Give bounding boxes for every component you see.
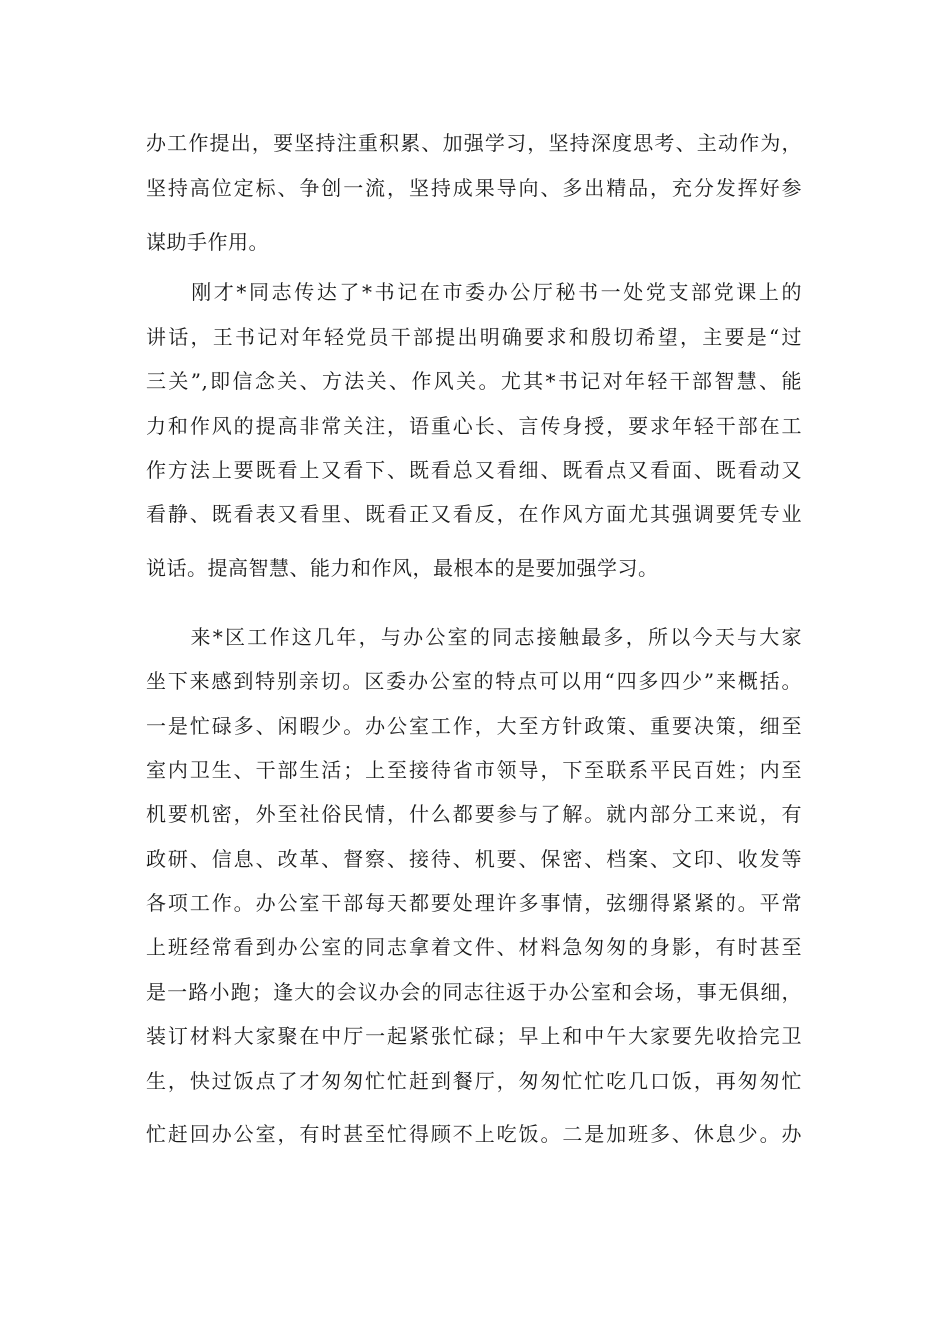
paragraph-2-line-6: 看静、既看表又看里、既看正又看反，在作风方面尤其强调要凭专业 [146,502,802,526]
paragraph-3-line-5: 机要机密，外至社俗民情，什么都要参与了解。就内部分工来说，有 [146,802,802,826]
paragraph-1-line-2: 坚持高位定标、争创一流，坚持成果导向、多出精品，充分发挥好参 [146,176,802,200]
paragraph-3-line-10: 装订材料大家聚在中厅一起紧张忙碌；早上和中午大家要先收拾完卫 [146,1024,802,1048]
paragraph-3-line-4: 室内卫生、干部生活；上至接待省市领导，下至联系平民百姓；内至 [146,758,802,782]
paragraph-3-line-9: 是一路小跑；逢大的会议办会的同志往返于办公室和会场，事无俱细， [146,980,802,1004]
paragraph-3-line-2: 坐下来感到特别亲切。区委办公室的特点可以用“四多四少”来概括。 [146,669,802,693]
paragraph-2-line-7: 说话。提高智慧、能力和作风，最根本的是要加强学习。 [146,556,659,580]
paragraph-3-line-8: 上班经常看到办公室的同志拿着文件、材料急匆匆的身影，有时甚至 [146,935,802,959]
paragraph-3-line-7: 各项工作。办公室干部每天都要处理许多事情，弦绷得紧紧的。平常 [146,891,802,915]
paragraph-3-line-6: 政研、信息、改革、督察、接待、机要、保密、档案、文印、收发等 [146,847,802,871]
paragraph-3-line-3: 一是忙碌多、闲暇少。办公室工作，大至方针政策、重要决策，细至 [146,714,802,738]
paragraph-3-line-11: 生，快过饭点了才匆匆忙忙赶到餐厅，匆匆忙忙吃几口饭，再匆匆忙 [146,1069,802,1093]
paragraph-3-line-12: 忙赶回办公室，有时甚至忙得顾不上吃饭。二是加班多、休息少。办 [146,1122,802,1146]
paragraph-1-line-3: 谋助手作用。 [146,230,269,254]
paragraph-1-line-1: 办工作提出，要坚持注重积累、加强学习，坚持深度思考、主动作为， [146,131,802,155]
paragraph-2-line-5: 作方法上要既看上又看下、既看总又看细、既看点又看面、既看动又 [146,458,802,482]
paragraph-2-line-3: 三关”,即信念关、方法关、作风关。尤其*书记对年轻干部智慧、能 [146,369,802,393]
paragraph-2-line-2: 讲话，王书记对年轻党员干部提出明确要求和殷切希望，主要是“过 [146,325,802,349]
paragraph-3-line-1: 来*区工作这几年，与办公室的同志接触最多，所以今天与大家 [146,625,802,649]
paragraph-2-line-4: 力和作风的提高非常关注，语重心长、言传身授，要求年轻干部在工 [146,414,802,438]
paragraph-2-line-1: 刚才*同志传达了*书记在市委办公厅秘书一处党支部党课上的 [146,280,802,304]
